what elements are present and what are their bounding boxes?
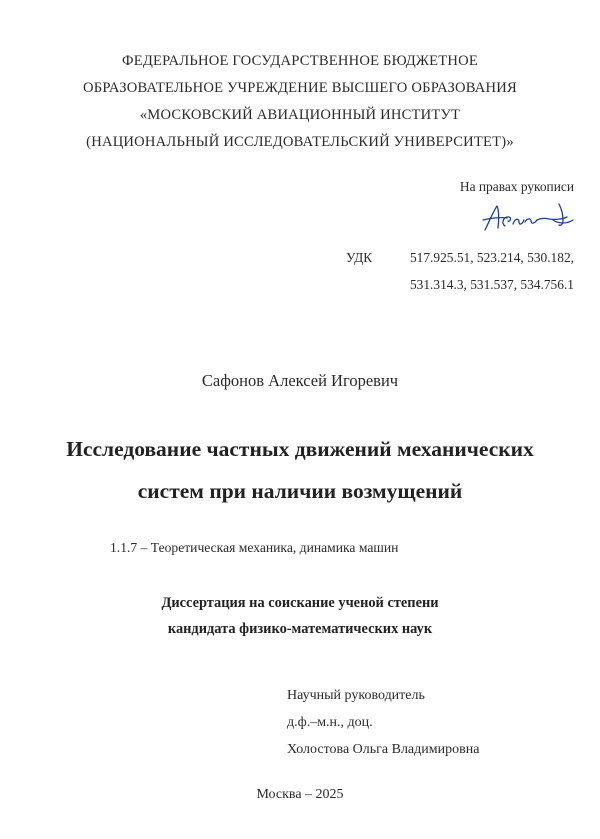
dissertation-title-line-1: Исследование частных движений механических (66, 437, 534, 461)
degree-line-2: кандидата физико-математических наук (167, 621, 433, 637)
signature-icon (479, 200, 579, 236)
supervisor-rank: д.ф.–м.н., доц. (287, 715, 373, 730)
supervisor-role: Научный руководитель (287, 688, 425, 703)
manuscript-note: На правах рукописи (459, 179, 574, 194)
organization-line-1: ФЕДЕРАЛЬНОЕ ГОСУДАРСТВЕННОЕ БЮДЖЕТНОЕ (121, 53, 478, 69)
dissertation-title-line-2: систем при наличии возмущений (137, 479, 463, 503)
city-year: Москва – 2025 (256, 787, 344, 802)
specialty: 1.1.7 – Теоретическая механика, динамика машин (110, 540, 399, 555)
supervisor-name: Холостова Ольга Владимировна (287, 742, 480, 757)
organization-line-3: «МОСКОВСКИЙ АВИАЦИОННЫЙ ИНСТИТУТ (139, 107, 461, 123)
udk-label: УДК (346, 250, 373, 265)
organization-line-4: (НАЦИОНАЛЬНЫЙ ИССЛЕДОВАТЕЛЬСКИЙ УНИВЕРСИТЕТ)» (86, 134, 514, 150)
udk-codes-line-1: 517.925.51, 523.214, 530.182, (409, 250, 574, 265)
degree-line-1: Диссертация на соискание ученой степени (161, 595, 439, 611)
udk-codes-line-2: 531.314.3, 531.537, 534.756.1 (409, 277, 574, 292)
organization-line-2: ОБРАЗОВАТЕЛЬНОЕ УЧРЕЖДЕНИЕ ВЫСШЕГО ОБРАЗОВАНИЯ (83, 80, 517, 96)
author-name: Сафонов Алексей Игоревич (201, 371, 399, 390)
